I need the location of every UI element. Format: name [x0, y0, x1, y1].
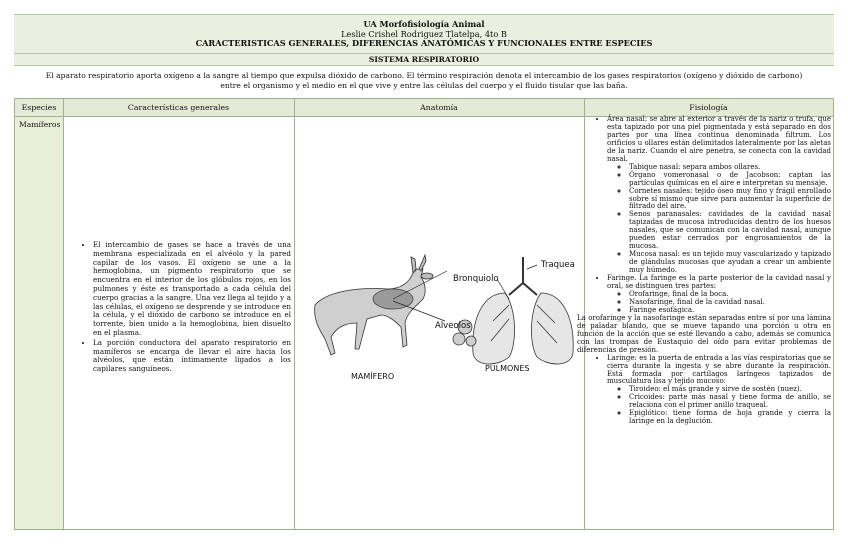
- caracteristica-item: • El intercambio de gases se hace a través de una membrana especializada en el alvéolo y la pared capilar de los vasos. El oxígeno se une a la hemoglobina, un pigmento respiratorio que se encuentra en el interior de los glóbulos rojos, en los pulmones y éste es transportado a cada célula del cuerpo gracias a la sangre. Una vez llega al tejido y a las células, el oxígeno se desprende y se introduce en la célula, y el dióxido de carbono se introduce en el torrente, bien unido a la hemoglobina, bien disuelto en el plasma.: [93, 241, 291, 338]
- species-label: Mamíferos: [19, 120, 61, 129]
- species-column: [15, 116, 63, 529]
- faringe-sub-item: ◦ Orofaringe, final de la boca.: [629, 291, 831, 299]
- label-traquea: Traquea: [541, 260, 575, 270]
- document-subtitle: CARACTERISTICAS GENERALES, DIFERENCIAS ANATÓMICAS Y FUNCIONALES ENTRE ESPECIES: [195, 38, 653, 49]
- faringe-sub-item: ◦ Nasofaringe, final de la cavidad nasal.: [629, 299, 831, 307]
- header-fisiologia: Fisiología: [584, 99, 833, 117]
- label-mamifero: MAMÍFERO: [351, 372, 395, 381]
- nasal-sub-item: ◦ Senos paranasales: cavidades de la cavidad nasal tapizadas de mucosa introducidas dentro de los huesos nasales, que se comunican con la cavidad nasal, aunque pueden estar cerrados por engrosamientos de la mucosa.: [629, 211, 831, 251]
- header-caracteristicas: Características generales: [63, 99, 294, 117]
- caracteristica-item: • La porción conductora del aparato respiratorio en mamíferos se encarga de llevar el aire hacia los alvéolos, que están íntimamente ligados a los capilares sanguíneos.: [93, 339, 291, 374]
- orofaringe-paragraph: La orofaringe y la nasofaringe están separadas entre sí por una lámina de paladar blando, que se mueve tapando una porción u otra en función de la acción que se esté llevando a cabo, además se comunica con las trompas de Eustaquio del oído para evitar problemas de diferencias de presión.: [577, 313, 831, 354]
- fisiologia-item-laringe: [607, 355, 831, 427]
- header-anatomia: Anatomía: [294, 99, 584, 117]
- fisiologia-item-faringe: [607, 275, 831, 315]
- intro-line: El aparato respiratorio aporta oxígeno a la sangre al tiempo que expulsa dióxido de carbono. El término respiración denota el intercambio de los gases respiratorios (oxígeno y dióxido de carbono): [45, 71, 803, 80]
- nasal-sub-item: ◦ Cornetes nasales: tejido óseo muy fino y frágil enrollado sobre sí mismo que sirve para aumentar la superficie de filtrado del aire.: [629, 188, 831, 212]
- column-divider: [294, 99, 295, 529]
- author-line: Leslie Crishel Rodriguez Tlatelpa, 4to B: [341, 28, 507, 39]
- document-header: [14, 14, 834, 54]
- course-title: UA Morfofisiología Animal: [363, 19, 485, 29]
- header-especies: Especies: [15, 99, 63, 117]
- comparison-table: [14, 98, 834, 530]
- fisiologia-cell: [577, 115, 831, 426]
- nasal-sub-item: ◦ Tabique nasal: separa ambos ollares.: [629, 164, 831, 172]
- nasal-sub-item: ◦ Órgano vomeronasal o de Jacobson: captan las partículas químicas en el aire e interpretan su mensaje.: [629, 172, 831, 188]
- laringe-text: Laringe: es la puerta de entrada a las vías respiratorias que se cierra durante la ingesta y se abre durante la respiración. Está formada por cartílagos laríngeos tapizados de musculatura lisa y tejido mucoso:: [607, 353, 831, 386]
- laringe-sub-item: ◦ Cricoides: parte más nasal y tiene forma de anillo, se relaciona con el primer anillo traqueal.: [629, 394, 831, 410]
- faringe-text: Faringe. La faringe es la parte posterior de la cavidad nasal y oral, se distinguen tres partes:: [607, 274, 831, 291]
- faringe-sub-item: ◦ Faringe esofágica.: [629, 307, 831, 315]
- caracteristicas-cell: [81, 241, 291, 375]
- laringe-sub-item: ◦ Epiglótico: tiene forma de hoja grande y cierra la laringe en la deglución.: [629, 410, 831, 426]
- anatomy-illustration: [297, 249, 597, 384]
- label-pulmones: PULMONES: [485, 364, 530, 373]
- intro-paragraph: [18, 71, 830, 91]
- deer-illustration: [315, 255, 433, 355]
- intro-line: entre el organismo y el medio en el que vive y entre las células del cuerpo y el fluido tisular que las baña.: [220, 81, 628, 91]
- area-nasal-text: Área nasal: se abre al exterior a través de la nariz o trufa, que esta tapizado por una piel pigmentada y está separado en dos partes por una línea continua denominada filtrum. Los orificios u ollares están delimitados lateralmente por las aletas de la nariz. Cuando el aire penetra, se conecta con la cavidad nasal.: [607, 115, 831, 163]
- section-title: SISTEMA RESPIRATORIO: [14, 54, 834, 66]
- label-alveolos: Alveolos: [435, 321, 471, 331]
- laringe-sub-item: ◦ Tiroideo: el más grande y sirve de sostén (nuez).: [629, 386, 831, 394]
- nasal-sub-item: ◦ Mucosa nasal: es un tejido muy vascularizado y tapizado de glándulas mucosas que ayudan a crear un ambiente muy húmedo.: [629, 251, 831, 275]
- label-bronquiolo: Bronquiolo: [453, 274, 499, 284]
- column-divider: [63, 99, 64, 529]
- fisiologia-item-area-nasal: [607, 116, 831, 275]
